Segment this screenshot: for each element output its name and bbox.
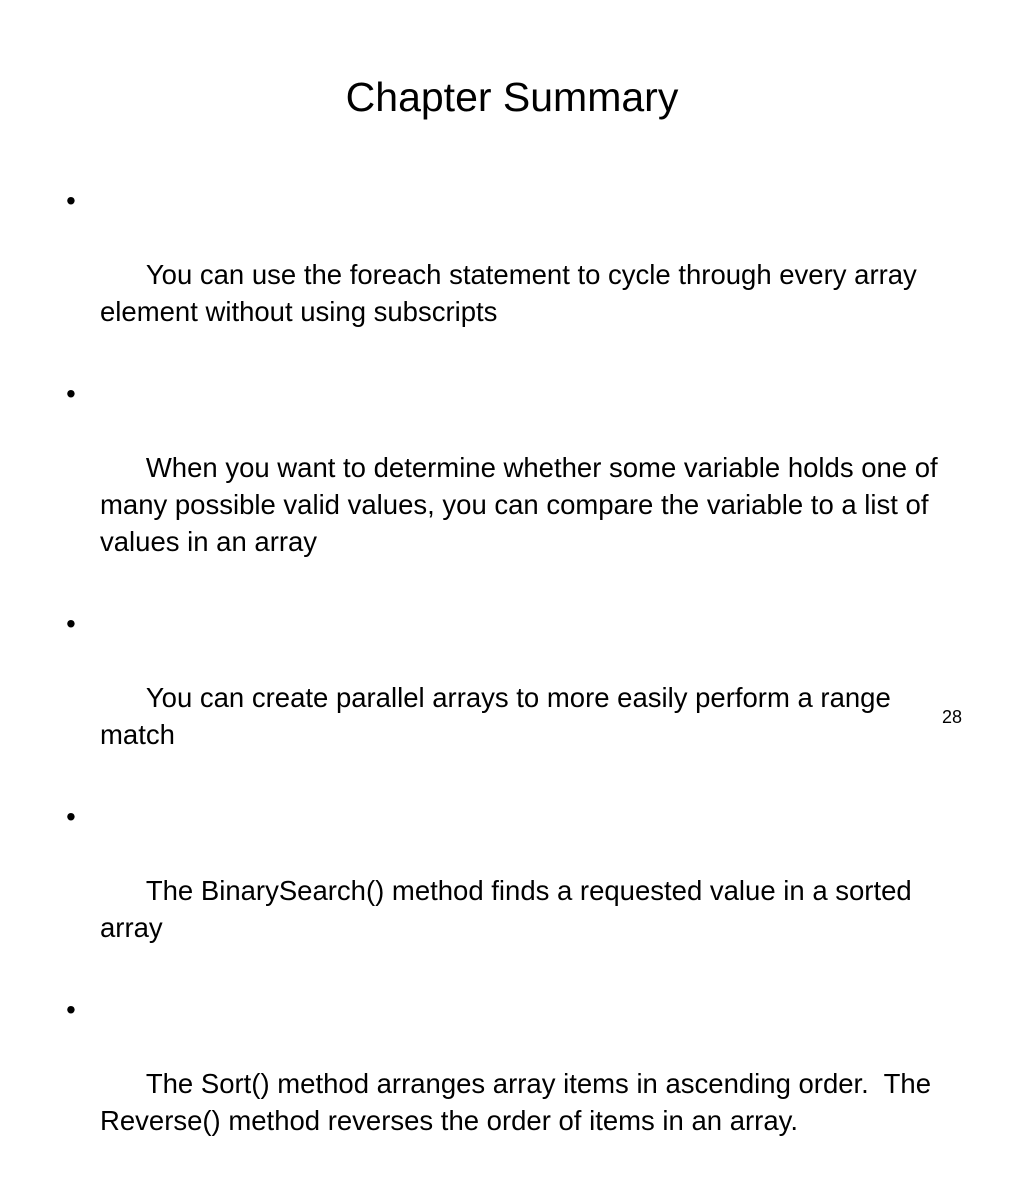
bullet-text: The BinarySearch() method finds a requested value in a sorted array [100, 875, 920, 943]
bullet-item [56, 182, 966, 367]
bullet-item [56, 798, 966, 983]
bullet-mark: • [66, 378, 76, 409]
bullet-mark: • [66, 801, 76, 832]
slide-title: Chapter Summary [345, 74, 679, 120]
bullet-item [56, 991, 966, 1176]
bullet-text: You can create parallel arrays to more easily perform a range match [100, 682, 899, 750]
bullet-item [56, 605, 966, 790]
bullet-text: The Sort() method arranges array items in ascending order. The Reverse() method reverses the order of items in an array. [100, 1068, 939, 1136]
page-number: 28 [941, 707, 962, 727]
bullet-list [56, 182, 966, 1184]
bullet-mark: • [66, 608, 76, 639]
bullet-text: You can use the foreach statement to cycle through every array element without using subscripts [100, 259, 925, 327]
bullet-mark: • [66, 185, 76, 216]
bullet-item [56, 375, 966, 597]
bullet-text: When you want to determine whether some variable holds one of many possible valid values, you can compare the variable to a list of values in an array [100, 452, 946, 557]
bullet-mark: • [66, 994, 76, 1025]
